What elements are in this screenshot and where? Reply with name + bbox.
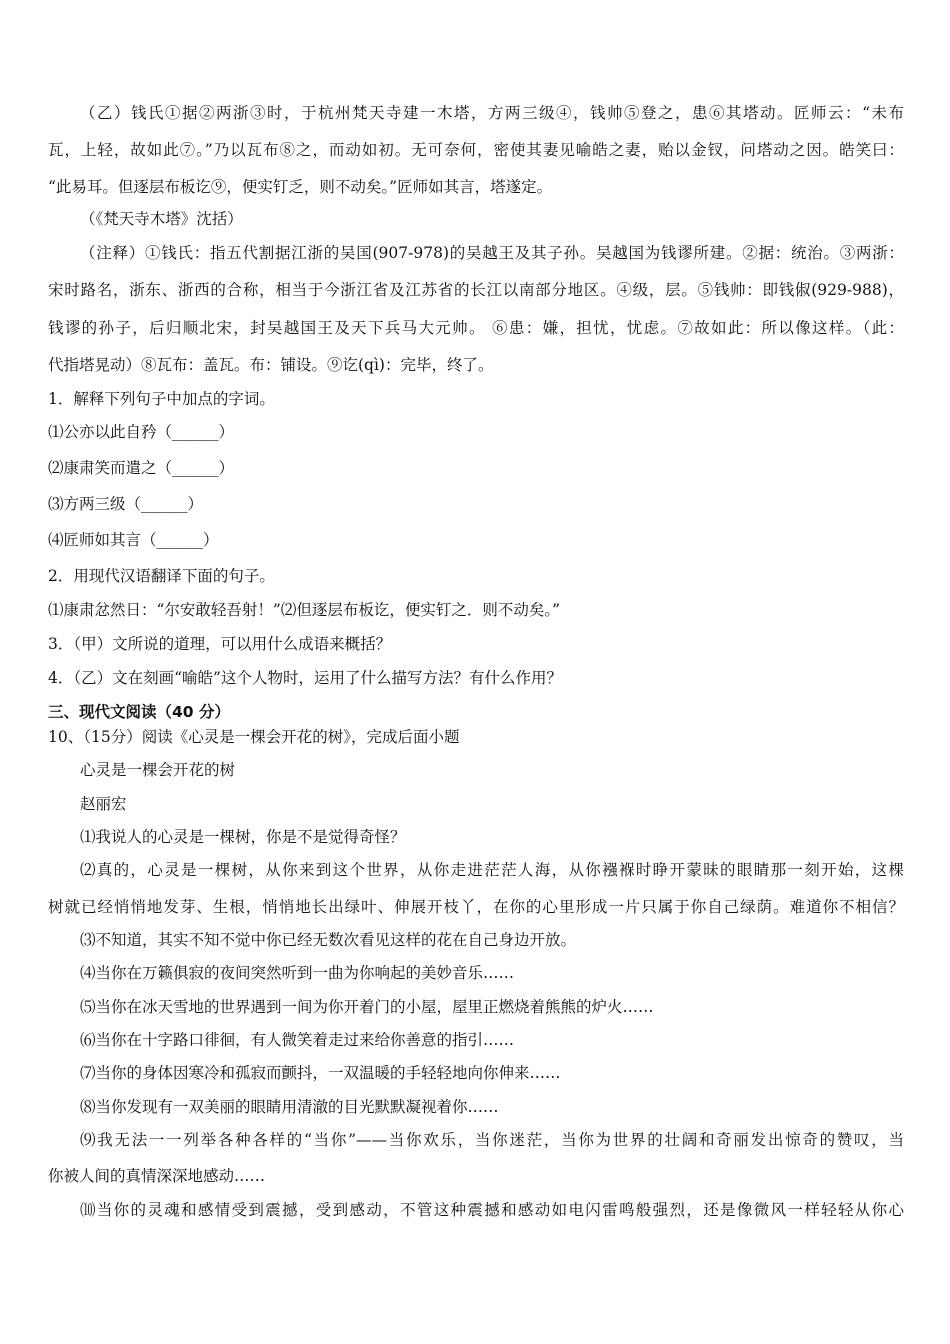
article-title: 心灵是一棵会开花的树	[80, 761, 236, 779]
notes-line-4: 代指塔晃动）⑧瓦布：盖瓦。布：铺设。⑨讫(qì)：完毕，终了。	[48, 356, 494, 374]
article-paragraph-4: ⑷当你在万籁俱寂的夜间突然听到一曲为你响起的美妙音乐……	[80, 964, 515, 982]
article-paragraph-7: ⑺当你的身体因寒冷和孤寂而颤抖，一双温暖的手轻轻地向你伸来……	[80, 1064, 561, 1082]
passage-yi-line-2: 瓦，上轻，故如此⑦。”乃以瓦布⑧之，而动如初。无可奈何，密使其妻见喻皓之妻，贻以金钗，问塔动之因。皓笑曰：	[48, 141, 904, 159]
question-2: 2．用现代汉语翻译下面的句子。	[48, 567, 275, 585]
question-2-item: ⑴康肃忿然日：“尔安敢轻吾射！”⑵但逐层布板讫，便实钉之．则不动矣。”	[48, 601, 561, 619]
question-10: 10、（15分）阅读《心灵是一棵会开花的树》，完成后面小题	[48, 728, 460, 746]
question-1-item-2: ⑵康肃笑而遣之（______）	[48, 459, 235, 477]
question-1-item-1: ⑴公亦以此自矜（______）	[48, 423, 235, 441]
section-3-heading: 三、现代文阅读（40 分）	[48, 703, 230, 721]
question-4: 4．（乙）文在刻画“喻皓”这个人物时，运用了什么描写方法？有什么作用？	[48, 669, 562, 687]
question-1-item-3: ⑶方两三级（______）	[48, 495, 204, 513]
question-1-item-4: ⑷匠师如其言（______）	[48, 531, 219, 549]
notes-line-3: 钱谬的孙子，后归顺北宋，封吴越国王及天下兵马大元帅。 ⑥患：嫌，担忧，忧虑。⑦故如此：所以像这样。（此：	[48, 319, 904, 337]
passage-yi-line-1: （乙）钱氏①据②两浙③时，于杭州梵天寺建一木塔，方两三级④，钱帅⑤登之，患⑥其塔动。匠师云：“未布	[80, 104, 904, 122]
article-paragraph-9-line-1: ⑼我无法一一列举各种各样的“当你”——当你欢乐，当你迷茫，当你为世界的壮阔和奇丽发出惊奇的赞叹，当	[80, 1131, 904, 1149]
question-1: 1．解释下列句子中加点的字词。	[48, 390, 275, 408]
article-paragraph-8: ⑻当你发现有一双美丽的眼睛用清澈的目光默默凝视着你……	[80, 1098, 499, 1116]
notes-line-2: 宋时路名，浙东、浙西的合称，相当于今浙江省及江苏省的长江以南部分地区。④级，层。⑤钱帅：即钱俶(929-988)，	[48, 281, 904, 299]
question-3: 3．（甲）文所说的道理，可以用什么成语来概括？	[48, 635, 392, 653]
article-paragraph-2-line-2: 树就已经悄悄地发芽、生根，悄悄地长出绿叶、伸展开枝丫，在你的心里形成一片只属于你自己绿荫。难道你不相信？	[48, 898, 904, 916]
notes-line-1: （注释）①钱氏：指五代割据江浙的吴国(907-978)的吴越王及其子孙。吴越国为钱谬所建。②据：统治。③两浙：	[80, 244, 904, 262]
article-paragraph-3: ⑶不知道，其实不知不觉中你已经无数次看见这样的花在自己身边开放。	[80, 931, 577, 949]
passage-yi-line-3: “此易耳。但逐层布板讫⑨，便实钉乏，则不动矣。”匠师如其言，塔遂定。	[48, 178, 553, 196]
article-author: 赵丽宏	[80, 795, 127, 813]
passage-source: （《梵天寺木塔》沈括）	[80, 210, 243, 228]
article-paragraph-6: ⑹当你在十字路口徘徊，有人微笑着走过来给你善意的指引……	[80, 1031, 515, 1049]
article-paragraph-10: ⑽当你的灵魂和感情受到震撼，受到感动，不管这种震撼和感动如电闪雷鸣般强烈，还是像微风一样轻轻从你心	[80, 1201, 904, 1219]
article-paragraph-2-line-1: ⑵真的，心灵是一棵树，从你来到这个世界，从你走进茫茫人海，从你襁褓时睁开蒙昧的眼睛那一刻开始，这棵	[80, 861, 904, 879]
article-paragraph-5: ⑸当你在冰天雪地的世界遇到一间为你开着门的小屋，屋里正燃烧着熊熊的炉火……	[80, 998, 654, 1016]
article-paragraph-9-line-2: 你被人间的真情深深地感动……	[48, 1167, 266, 1185]
article-paragraph-1: ⑴我说人的心灵是一棵树，你是不是觉得奇怪？	[80, 828, 406, 846]
